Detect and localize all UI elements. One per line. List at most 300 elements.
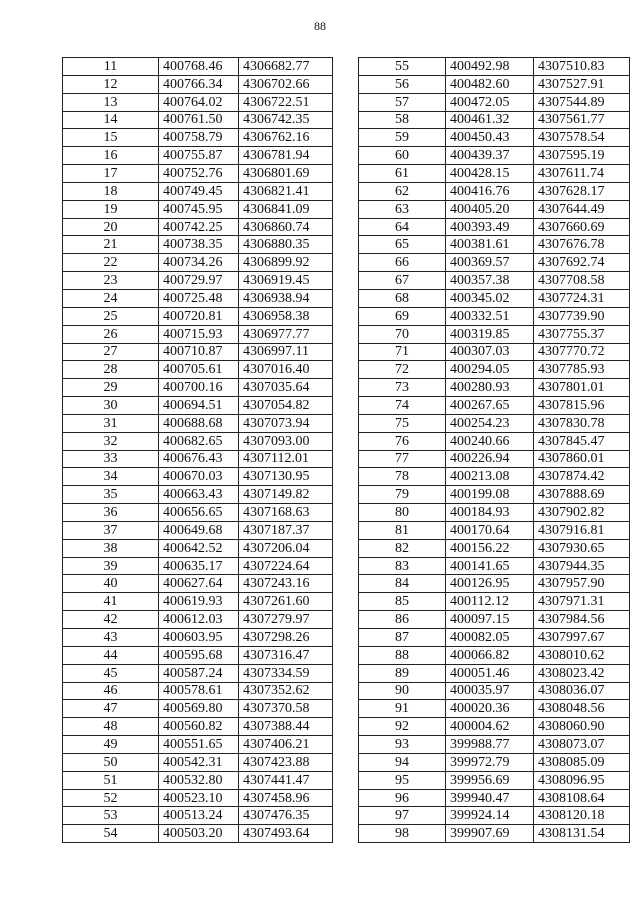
point-number-cell: 68 (359, 289, 446, 307)
x-coordinate-cell: 400725.48 (159, 289, 239, 307)
x-coordinate-cell: 400280.93 (446, 379, 534, 397)
point-number-cell: 12 (63, 75, 159, 93)
x-coordinate-cell: 400156.22 (446, 539, 534, 557)
x-coordinate-cell: 400267.65 (446, 397, 534, 415)
point-number-cell: 41 (63, 593, 159, 611)
x-coordinate-cell: 400332.51 (446, 307, 534, 325)
point-number-cell: 63 (359, 200, 446, 218)
y-coordinate-cell: 4308023.42 (534, 664, 630, 682)
x-coordinate-cell: 400635.17 (159, 557, 239, 575)
x-coordinate-cell: 400097.15 (446, 611, 534, 629)
y-coordinate-cell: 4307770.72 (534, 343, 630, 361)
y-coordinate-cell: 4307510.83 (534, 58, 630, 76)
x-coordinate-cell: 399972.79 (446, 753, 534, 771)
y-coordinate-cell: 4306722.51 (239, 93, 333, 111)
table-row (63, 343, 333, 361)
table-row (359, 75, 630, 93)
x-coordinate-cell: 400369.57 (446, 254, 534, 272)
x-coordinate-cell: 400569.80 (159, 700, 239, 718)
table-row (359, 486, 630, 504)
x-coordinate-cell: 400551.65 (159, 736, 239, 754)
point-number-cell: 64 (359, 218, 446, 236)
point-number-cell: 15 (63, 129, 159, 147)
table-row (63, 147, 333, 165)
y-coordinate-cell: 4308060.90 (534, 718, 630, 736)
table-row (359, 129, 630, 147)
x-coordinate-cell: 400345.02 (446, 289, 534, 307)
point-number-cell: 56 (359, 75, 446, 93)
table-row (63, 379, 333, 397)
coordinate-table-right (358, 57, 630, 843)
table-row (63, 236, 333, 254)
table-row (359, 236, 630, 254)
y-coordinate-cell: 4307692.74 (534, 254, 630, 272)
table-row (359, 700, 630, 718)
point-number-cell: 39 (63, 557, 159, 575)
table-row (359, 825, 630, 843)
table-row (359, 111, 630, 129)
x-coordinate-cell: 400513.24 (159, 807, 239, 825)
point-number-cell: 98 (359, 825, 446, 843)
y-coordinate-cell: 4306860.74 (239, 218, 333, 236)
y-coordinate-cell: 4306938.94 (239, 289, 333, 307)
table-row (63, 753, 333, 771)
x-coordinate-cell: 400670.03 (159, 468, 239, 486)
y-coordinate-cell: 4307815.96 (534, 397, 630, 415)
table-row (359, 753, 630, 771)
y-coordinate-cell: 4308085.09 (534, 753, 630, 771)
y-coordinate-cell: 4307441.47 (239, 771, 333, 789)
x-coordinate-cell: 400742.25 (159, 218, 239, 236)
point-number-cell: 54 (63, 825, 159, 843)
point-number-cell: 60 (359, 147, 446, 165)
y-coordinate-cell: 4308073.07 (534, 736, 630, 754)
point-number-cell: 48 (63, 718, 159, 736)
table-row (359, 307, 630, 325)
y-coordinate-cell: 4307595.19 (534, 147, 630, 165)
y-coordinate-cell: 4307423.88 (239, 753, 333, 771)
table-row (359, 682, 630, 700)
table-row (359, 414, 630, 432)
table-row (63, 450, 333, 468)
x-coordinate-cell: 400595.68 (159, 646, 239, 664)
table-row (359, 58, 630, 76)
x-coordinate-cell: 400700.16 (159, 379, 239, 397)
y-coordinate-cell: 4307611.74 (534, 165, 630, 183)
x-coordinate-cell: 400428.15 (446, 165, 534, 183)
point-number-cell: 76 (359, 432, 446, 450)
x-coordinate-cell: 400319.85 (446, 325, 534, 343)
table-row (63, 397, 333, 415)
point-number-cell: 92 (359, 718, 446, 736)
y-coordinate-cell: 4307830.78 (534, 414, 630, 432)
y-coordinate-cell: 4307298.26 (239, 629, 333, 647)
point-number-cell: 58 (359, 111, 446, 129)
table-row (63, 611, 333, 629)
y-coordinate-cell: 4306682.77 (239, 58, 333, 76)
point-number-cell: 93 (359, 736, 446, 754)
x-coordinate-cell: 400710.87 (159, 343, 239, 361)
y-coordinate-cell: 4307243.16 (239, 575, 333, 593)
y-coordinate-cell: 4307073.94 (239, 414, 333, 432)
table-row (359, 147, 630, 165)
y-coordinate-cell: 4307206.04 (239, 539, 333, 557)
x-coordinate-cell: 399988.77 (446, 736, 534, 754)
table-row (359, 325, 630, 343)
table-row (359, 593, 630, 611)
table-row (63, 575, 333, 593)
y-coordinate-cell: 4308120.18 (534, 807, 630, 825)
x-coordinate-cell: 400663.43 (159, 486, 239, 504)
y-coordinate-cell: 4307916.81 (534, 521, 630, 539)
y-coordinate-cell: 4307628.17 (534, 182, 630, 200)
x-coordinate-cell: 400755.87 (159, 147, 239, 165)
y-coordinate-cell: 4307352.62 (239, 682, 333, 700)
point-number-cell: 46 (63, 682, 159, 700)
table-row (63, 736, 333, 754)
x-coordinate-cell: 400199.08 (446, 486, 534, 504)
x-coordinate-cell: 400381.61 (446, 236, 534, 254)
table-row (63, 111, 333, 129)
point-number-cell: 20 (63, 218, 159, 236)
table-row (359, 450, 630, 468)
point-number-cell: 73 (359, 379, 446, 397)
x-coordinate-cell: 400720.81 (159, 307, 239, 325)
y-coordinate-cell: 4306977.77 (239, 325, 333, 343)
x-coordinate-cell: 400082.05 (446, 629, 534, 647)
point-number-cell: 94 (359, 753, 446, 771)
point-number-cell: 18 (63, 182, 159, 200)
point-number-cell: 79 (359, 486, 446, 504)
table-row (63, 807, 333, 825)
x-coordinate-cell: 400560.82 (159, 718, 239, 736)
x-coordinate-cell: 400688.68 (159, 414, 239, 432)
x-coordinate-cell: 400587.24 (159, 664, 239, 682)
point-number-cell: 42 (63, 611, 159, 629)
point-number-cell: 50 (63, 753, 159, 771)
x-coordinate-cell: 400472.05 (446, 93, 534, 111)
point-number-cell: 85 (359, 593, 446, 611)
x-coordinate-cell: 400492.98 (446, 58, 534, 76)
point-number-cell: 67 (359, 272, 446, 290)
y-coordinate-cell: 4307093.00 (239, 432, 333, 450)
x-coordinate-cell: 400764.02 (159, 93, 239, 111)
x-coordinate-cell: 400066.82 (446, 646, 534, 664)
point-number-cell: 25 (63, 307, 159, 325)
y-coordinate-cell: 4307458.96 (239, 789, 333, 807)
y-coordinate-cell: 4307112.01 (239, 450, 333, 468)
point-number-cell: 88 (359, 646, 446, 664)
y-coordinate-cell: 4307561.77 (534, 111, 630, 129)
y-coordinate-cell: 4307476.35 (239, 807, 333, 825)
x-coordinate-cell: 400240.66 (446, 432, 534, 450)
y-coordinate-cell: 4307261.60 (239, 593, 333, 611)
y-coordinate-cell: 4308108.64 (534, 789, 630, 807)
y-coordinate-cell: 4306880.35 (239, 236, 333, 254)
x-coordinate-cell: 400051.46 (446, 664, 534, 682)
y-coordinate-cell: 4307527.91 (534, 75, 630, 93)
point-number-cell: 37 (63, 521, 159, 539)
table-row (359, 289, 630, 307)
x-coordinate-cell: 400416.76 (446, 182, 534, 200)
point-number-cell: 70 (359, 325, 446, 343)
point-number-cell: 89 (359, 664, 446, 682)
x-coordinate-cell: 400461.32 (446, 111, 534, 129)
point-number-cell: 96 (359, 789, 446, 807)
table-row (359, 379, 630, 397)
x-coordinate-cell: 400578.61 (159, 682, 239, 700)
x-coordinate-cell: 400482.60 (446, 75, 534, 93)
y-coordinate-cell: 4307187.37 (239, 521, 333, 539)
table-row (359, 736, 630, 754)
table-row (359, 165, 630, 183)
table-row (359, 771, 630, 789)
point-number-cell: 52 (63, 789, 159, 807)
table-row (63, 718, 333, 736)
y-coordinate-cell: 4306997.11 (239, 343, 333, 361)
y-coordinate-cell: 4307493.64 (239, 825, 333, 843)
point-number-cell: 82 (359, 539, 446, 557)
y-coordinate-cell: 4307874.42 (534, 468, 630, 486)
table-row (63, 307, 333, 325)
point-number-cell: 69 (359, 307, 446, 325)
table-row (63, 771, 333, 789)
table-row (359, 272, 630, 290)
coordinate-table-left (62, 57, 333, 843)
table-row (359, 200, 630, 218)
point-number-cell: 66 (359, 254, 446, 272)
point-number-cell: 16 (63, 147, 159, 165)
x-coordinate-cell: 400612.03 (159, 611, 239, 629)
point-number-cell: 40 (63, 575, 159, 593)
y-coordinate-cell: 4307644.49 (534, 200, 630, 218)
table-row (359, 718, 630, 736)
y-coordinate-cell: 4307785.93 (534, 361, 630, 379)
y-coordinate-cell: 4307406.21 (239, 736, 333, 754)
point-number-cell: 59 (359, 129, 446, 147)
y-coordinate-cell: 4306762.16 (239, 129, 333, 147)
x-coordinate-cell: 399940.47 (446, 789, 534, 807)
point-number-cell: 44 (63, 646, 159, 664)
point-number-cell: 95 (359, 771, 446, 789)
point-number-cell: 53 (63, 807, 159, 825)
x-coordinate-cell: 400184.93 (446, 504, 534, 522)
point-number-cell: 61 (359, 165, 446, 183)
point-number-cell: 24 (63, 289, 159, 307)
y-coordinate-cell: 4307860.01 (534, 450, 630, 468)
y-coordinate-cell: 4306702.66 (239, 75, 333, 93)
x-coordinate-cell: 400619.93 (159, 593, 239, 611)
y-coordinate-cell: 4308131.54 (534, 825, 630, 843)
x-coordinate-cell: 399924.14 (446, 807, 534, 825)
x-coordinate-cell: 400141.65 (446, 557, 534, 575)
table-row (359, 182, 630, 200)
x-coordinate-cell: 400532.80 (159, 771, 239, 789)
y-coordinate-cell: 4307930.65 (534, 539, 630, 557)
x-coordinate-cell: 399956.69 (446, 771, 534, 789)
table-row (359, 432, 630, 450)
x-coordinate-cell: 400503.20 (159, 825, 239, 843)
table-row (63, 200, 333, 218)
x-coordinate-cell: 400226.94 (446, 450, 534, 468)
table-row (63, 539, 333, 557)
x-coordinate-cell: 400705.61 (159, 361, 239, 379)
point-number-cell: 19 (63, 200, 159, 218)
point-number-cell: 32 (63, 432, 159, 450)
point-number-cell: 45 (63, 664, 159, 682)
table-row (359, 397, 630, 415)
x-coordinate-cell: 400450.43 (446, 129, 534, 147)
table-row (63, 486, 333, 504)
point-number-cell: 26 (63, 325, 159, 343)
x-coordinate-cell: 400439.37 (446, 147, 534, 165)
table-row (63, 361, 333, 379)
table-row (63, 129, 333, 147)
table-row (63, 646, 333, 664)
table-row (359, 521, 630, 539)
x-coordinate-cell: 400682.65 (159, 432, 239, 450)
table-row (63, 75, 333, 93)
point-number-cell: 31 (63, 414, 159, 432)
point-number-cell: 34 (63, 468, 159, 486)
y-coordinate-cell: 4307724.31 (534, 289, 630, 307)
point-number-cell: 51 (63, 771, 159, 789)
x-coordinate-cell: 400112.12 (446, 593, 534, 611)
table-row (63, 432, 333, 450)
x-coordinate-cell: 400294.05 (446, 361, 534, 379)
x-coordinate-cell: 400627.64 (159, 575, 239, 593)
table-row (63, 700, 333, 718)
x-coordinate-cell: 400035.97 (446, 682, 534, 700)
y-coordinate-cell: 4307997.67 (534, 629, 630, 647)
point-number-cell: 90 (359, 682, 446, 700)
point-number-cell: 38 (63, 539, 159, 557)
point-number-cell: 22 (63, 254, 159, 272)
table-row (63, 468, 333, 486)
x-coordinate-cell: 400649.68 (159, 521, 239, 539)
point-number-cell: 84 (359, 575, 446, 593)
y-coordinate-cell: 4307388.44 (239, 718, 333, 736)
y-coordinate-cell: 4307316.47 (239, 646, 333, 664)
point-number-cell: 97 (359, 807, 446, 825)
table-row (359, 539, 630, 557)
x-coordinate-cell: 400758.79 (159, 129, 239, 147)
table-row (359, 575, 630, 593)
x-coordinate-cell: 400676.43 (159, 450, 239, 468)
y-coordinate-cell: 4306781.94 (239, 147, 333, 165)
x-coordinate-cell: 400523.10 (159, 789, 239, 807)
point-number-cell: 17 (63, 165, 159, 183)
y-coordinate-cell: 4307168.63 (239, 504, 333, 522)
x-coordinate-cell: 400642.52 (159, 539, 239, 557)
point-number-cell: 57 (359, 93, 446, 111)
table-row (63, 629, 333, 647)
x-coordinate-cell: 400213.08 (446, 468, 534, 486)
x-coordinate-cell: 400170.64 (446, 521, 534, 539)
point-number-cell: 87 (359, 629, 446, 647)
point-number-cell: 11 (63, 58, 159, 76)
table-row (63, 825, 333, 843)
y-coordinate-cell: 4306742.35 (239, 111, 333, 129)
table-row (359, 611, 630, 629)
point-number-cell: 30 (63, 397, 159, 415)
y-coordinate-cell: 4306821.41 (239, 182, 333, 200)
x-coordinate-cell: 400715.93 (159, 325, 239, 343)
y-coordinate-cell: 4307971.31 (534, 593, 630, 611)
table-row (359, 807, 630, 825)
y-coordinate-cell: 4307902.82 (534, 504, 630, 522)
point-number-cell: 72 (359, 361, 446, 379)
x-coordinate-cell: 400542.31 (159, 753, 239, 771)
table-row (359, 218, 630, 236)
y-coordinate-cell: 4307708.58 (534, 272, 630, 290)
y-coordinate-cell: 4308010.62 (534, 646, 630, 664)
y-coordinate-cell: 4307660.69 (534, 218, 630, 236)
table-row (359, 646, 630, 664)
point-number-cell: 49 (63, 736, 159, 754)
y-coordinate-cell: 4307016.40 (239, 361, 333, 379)
x-coordinate-cell: 400745.95 (159, 200, 239, 218)
y-coordinate-cell: 4306801.69 (239, 165, 333, 183)
point-number-cell: 86 (359, 611, 446, 629)
point-number-cell: 14 (63, 111, 159, 129)
y-coordinate-cell: 4307279.97 (239, 611, 333, 629)
point-number-cell: 21 (63, 236, 159, 254)
table-row (359, 93, 630, 111)
y-coordinate-cell: 4308048.56 (534, 700, 630, 718)
table-row (63, 557, 333, 575)
x-coordinate-cell: 400307.03 (446, 343, 534, 361)
table-row (63, 325, 333, 343)
y-coordinate-cell: 4307054.82 (239, 397, 333, 415)
x-coordinate-cell: 400254.23 (446, 414, 534, 432)
point-number-cell: 81 (359, 521, 446, 539)
point-number-cell: 36 (63, 504, 159, 522)
x-coordinate-cell: 400020.36 (446, 700, 534, 718)
x-coordinate-cell: 400734.26 (159, 254, 239, 272)
x-coordinate-cell: 400768.46 (159, 58, 239, 76)
y-coordinate-cell: 4307578.54 (534, 129, 630, 147)
x-coordinate-cell: 400126.95 (446, 575, 534, 593)
table-row (63, 93, 333, 111)
point-number-cell: 23 (63, 272, 159, 290)
x-coordinate-cell: 400766.34 (159, 75, 239, 93)
point-number-cell: 78 (359, 468, 446, 486)
point-number-cell: 75 (359, 414, 446, 432)
table-row (63, 664, 333, 682)
y-coordinate-cell: 4306919.45 (239, 272, 333, 290)
point-number-cell: 74 (359, 397, 446, 415)
table-row (63, 218, 333, 236)
point-number-cell: 47 (63, 700, 159, 718)
point-number-cell: 43 (63, 629, 159, 647)
y-coordinate-cell: 4307130.95 (239, 468, 333, 486)
y-coordinate-cell: 4308036.07 (534, 682, 630, 700)
y-coordinate-cell: 4306899.92 (239, 254, 333, 272)
table-row (63, 414, 333, 432)
table-row (359, 343, 630, 361)
y-coordinate-cell: 4308096.95 (534, 771, 630, 789)
table-row (63, 682, 333, 700)
table-row (359, 629, 630, 647)
y-coordinate-cell: 4307957.90 (534, 575, 630, 593)
x-coordinate-cell: 400603.95 (159, 629, 239, 647)
table-row (63, 789, 333, 807)
table-row (63, 182, 333, 200)
y-coordinate-cell: 4307845.47 (534, 432, 630, 450)
x-coordinate-cell: 400738.35 (159, 236, 239, 254)
x-coordinate-cell: 400729.97 (159, 272, 239, 290)
